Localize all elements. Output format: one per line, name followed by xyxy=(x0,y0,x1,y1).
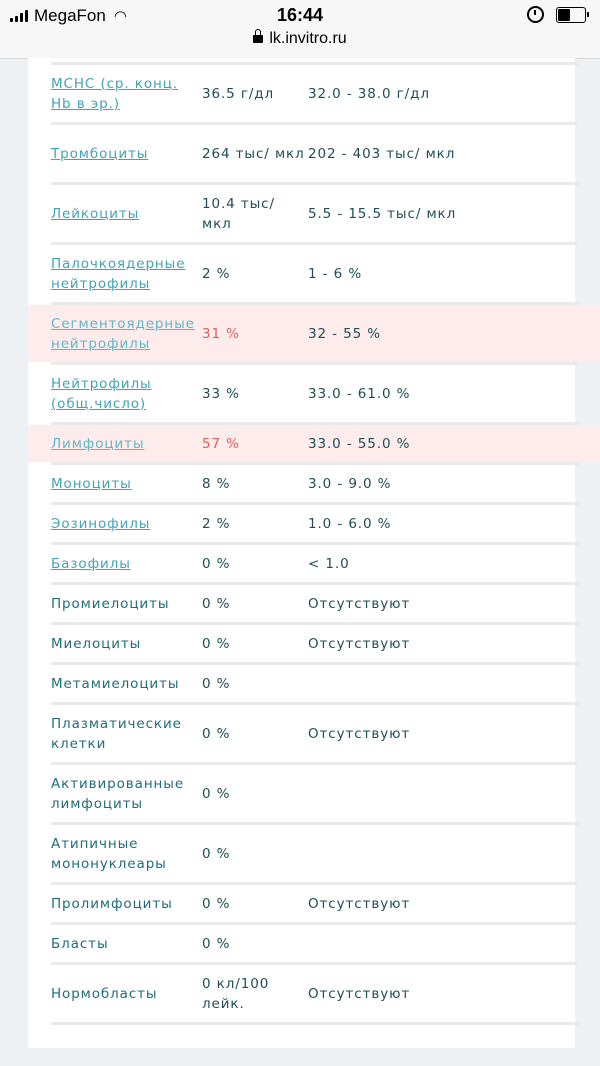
lock-icon xyxy=(253,35,263,43)
result-value: 0 % xyxy=(202,895,231,912)
url-text: lk.invitro.ru xyxy=(269,30,347,47)
reference-range: 3.0 - 9.0 % xyxy=(308,475,392,492)
test-name-cell xyxy=(51,834,202,874)
reference-range: 1.0 - 6.0 % xyxy=(308,515,392,532)
result-value: 2 % xyxy=(202,265,231,282)
result-value: 36.5 г/дл xyxy=(202,85,275,102)
test-name-cell xyxy=(51,514,202,534)
test-name-cell xyxy=(51,204,202,224)
test-name-cell xyxy=(51,934,202,954)
result-value: 0 кл/100 лейк. xyxy=(202,975,270,1012)
test-name-cell xyxy=(51,434,202,454)
address-bar[interactable] xyxy=(0,30,600,48)
test-name-cell xyxy=(51,554,202,574)
status-bar xyxy=(0,0,600,59)
result-row xyxy=(51,765,579,822)
reference-range: Отсутствуют xyxy=(308,725,411,742)
carrier-name: MegaFon xyxy=(34,6,106,25)
result-value: 0 % xyxy=(202,675,231,692)
test-name-cell xyxy=(51,374,202,414)
test-name: Метамиелоциты xyxy=(51,675,180,692)
result-row xyxy=(51,825,579,882)
test-name-link[interactable]: Лимфоциты xyxy=(51,435,145,452)
reference-range: 32 - 55 % xyxy=(308,325,382,342)
result-row xyxy=(51,885,579,922)
result-value: 0 % xyxy=(202,785,231,802)
test-name-link[interactable]: Палочкоядерные нейтрофилы xyxy=(51,255,186,292)
test-name-link[interactable]: Сегментоядерные нейтрофилы xyxy=(51,315,195,352)
test-name: Плазматические клетки xyxy=(51,715,182,752)
result-value: 0 % xyxy=(202,555,231,572)
result-value: 0 % xyxy=(202,595,231,612)
result-value: 8 % xyxy=(202,475,231,492)
result-value: 31 % xyxy=(202,325,240,342)
test-name: Бласты xyxy=(51,935,109,952)
test-name-cell xyxy=(51,714,202,754)
test-name: Нормобласты xyxy=(51,985,158,1002)
results-table xyxy=(51,62,579,1025)
result-value: 57 % xyxy=(202,435,240,452)
test-name-link[interactable]: Нейтрофилы (общ.число) xyxy=(51,375,152,412)
result-row xyxy=(51,365,579,422)
result-row xyxy=(51,505,579,542)
results-card xyxy=(28,58,575,1048)
result-row xyxy=(51,625,579,662)
result-value: 0 % xyxy=(202,635,231,652)
reference-range: < 1.0 xyxy=(308,555,350,572)
clock: 16:44 xyxy=(276,5,324,25)
reference-range: 1 - 6 % xyxy=(308,265,363,282)
test-name-cell xyxy=(51,254,202,294)
wifi-icon: ◠ xyxy=(113,8,127,25)
result-row xyxy=(51,185,579,242)
result-row xyxy=(51,585,579,622)
result-value: 33 % xyxy=(202,385,240,402)
result-row xyxy=(51,925,579,962)
test-name-cell xyxy=(51,474,202,494)
test-name-cell xyxy=(51,674,202,694)
result-value: 0 % xyxy=(202,845,231,862)
reference-range: 33.0 - 61.0 % xyxy=(308,385,411,402)
status-icons xyxy=(527,6,586,23)
test-name-cell xyxy=(51,144,202,164)
test-name-cell xyxy=(51,984,202,1004)
reference-range: 5.5 - 15.5 тыс/ мкл xyxy=(308,205,457,222)
result-value: 0 % xyxy=(202,725,231,742)
test-name-cell xyxy=(51,894,202,914)
test-name-link[interactable]: Моноциты xyxy=(51,475,132,492)
test-name-cell xyxy=(51,634,202,654)
reference-range: 202 - 403 тыс/ мкл xyxy=(308,145,456,162)
result-row xyxy=(51,665,579,702)
test-name: Промиелоциты xyxy=(51,595,170,612)
result-row xyxy=(51,965,579,1022)
test-name-cell xyxy=(51,74,202,114)
result-row xyxy=(28,305,600,362)
test-name: Миелоциты xyxy=(51,635,142,652)
reference-range: Отсутствуют xyxy=(308,635,411,652)
test-name-cell xyxy=(51,594,202,614)
result-row xyxy=(51,245,579,302)
result-row xyxy=(51,705,579,762)
test-name: Пролимфоциты xyxy=(51,895,173,912)
battery-level xyxy=(558,9,570,21)
row-divider xyxy=(51,1022,579,1025)
reference-range: 32.0 - 38.0 г/дл xyxy=(308,85,430,102)
test-name-cell xyxy=(51,774,202,814)
test-name-cell xyxy=(51,314,202,354)
result-row xyxy=(51,65,579,122)
result-value: 264 тыс/ мкл xyxy=(202,145,305,162)
battery-icon xyxy=(556,7,586,23)
result-value: 2 % xyxy=(202,515,231,532)
test-name-link[interactable]: Базофилы xyxy=(51,555,131,572)
test-name-link[interactable]: Тромбоциты xyxy=(51,145,149,162)
result-row xyxy=(28,425,600,462)
test-name: Активированные лимфоциты xyxy=(51,775,185,812)
test-name: Атипичные мононуклеары xyxy=(51,835,167,872)
result-row xyxy=(51,465,579,502)
reference-range: 33.0 - 55.0 % xyxy=(308,435,411,452)
test-name-link[interactable]: Эозинофилы xyxy=(51,515,151,532)
alarm-icon xyxy=(527,6,544,23)
reference-range: Отсутствуют xyxy=(308,895,411,912)
reference-range: Отсутствуют xyxy=(308,595,411,612)
reference-range: Отсутствуют xyxy=(308,985,411,1002)
result-value: 0 % xyxy=(202,935,231,952)
test-name-link[interactable]: МСНС (ср. конц. Hb в эр.) xyxy=(51,75,179,112)
result-value: 10.4 тыс/ мкл xyxy=(202,195,275,232)
result-row xyxy=(51,125,579,182)
result-row xyxy=(51,545,579,582)
test-name-link[interactable]: Лейкоциты xyxy=(51,205,140,222)
